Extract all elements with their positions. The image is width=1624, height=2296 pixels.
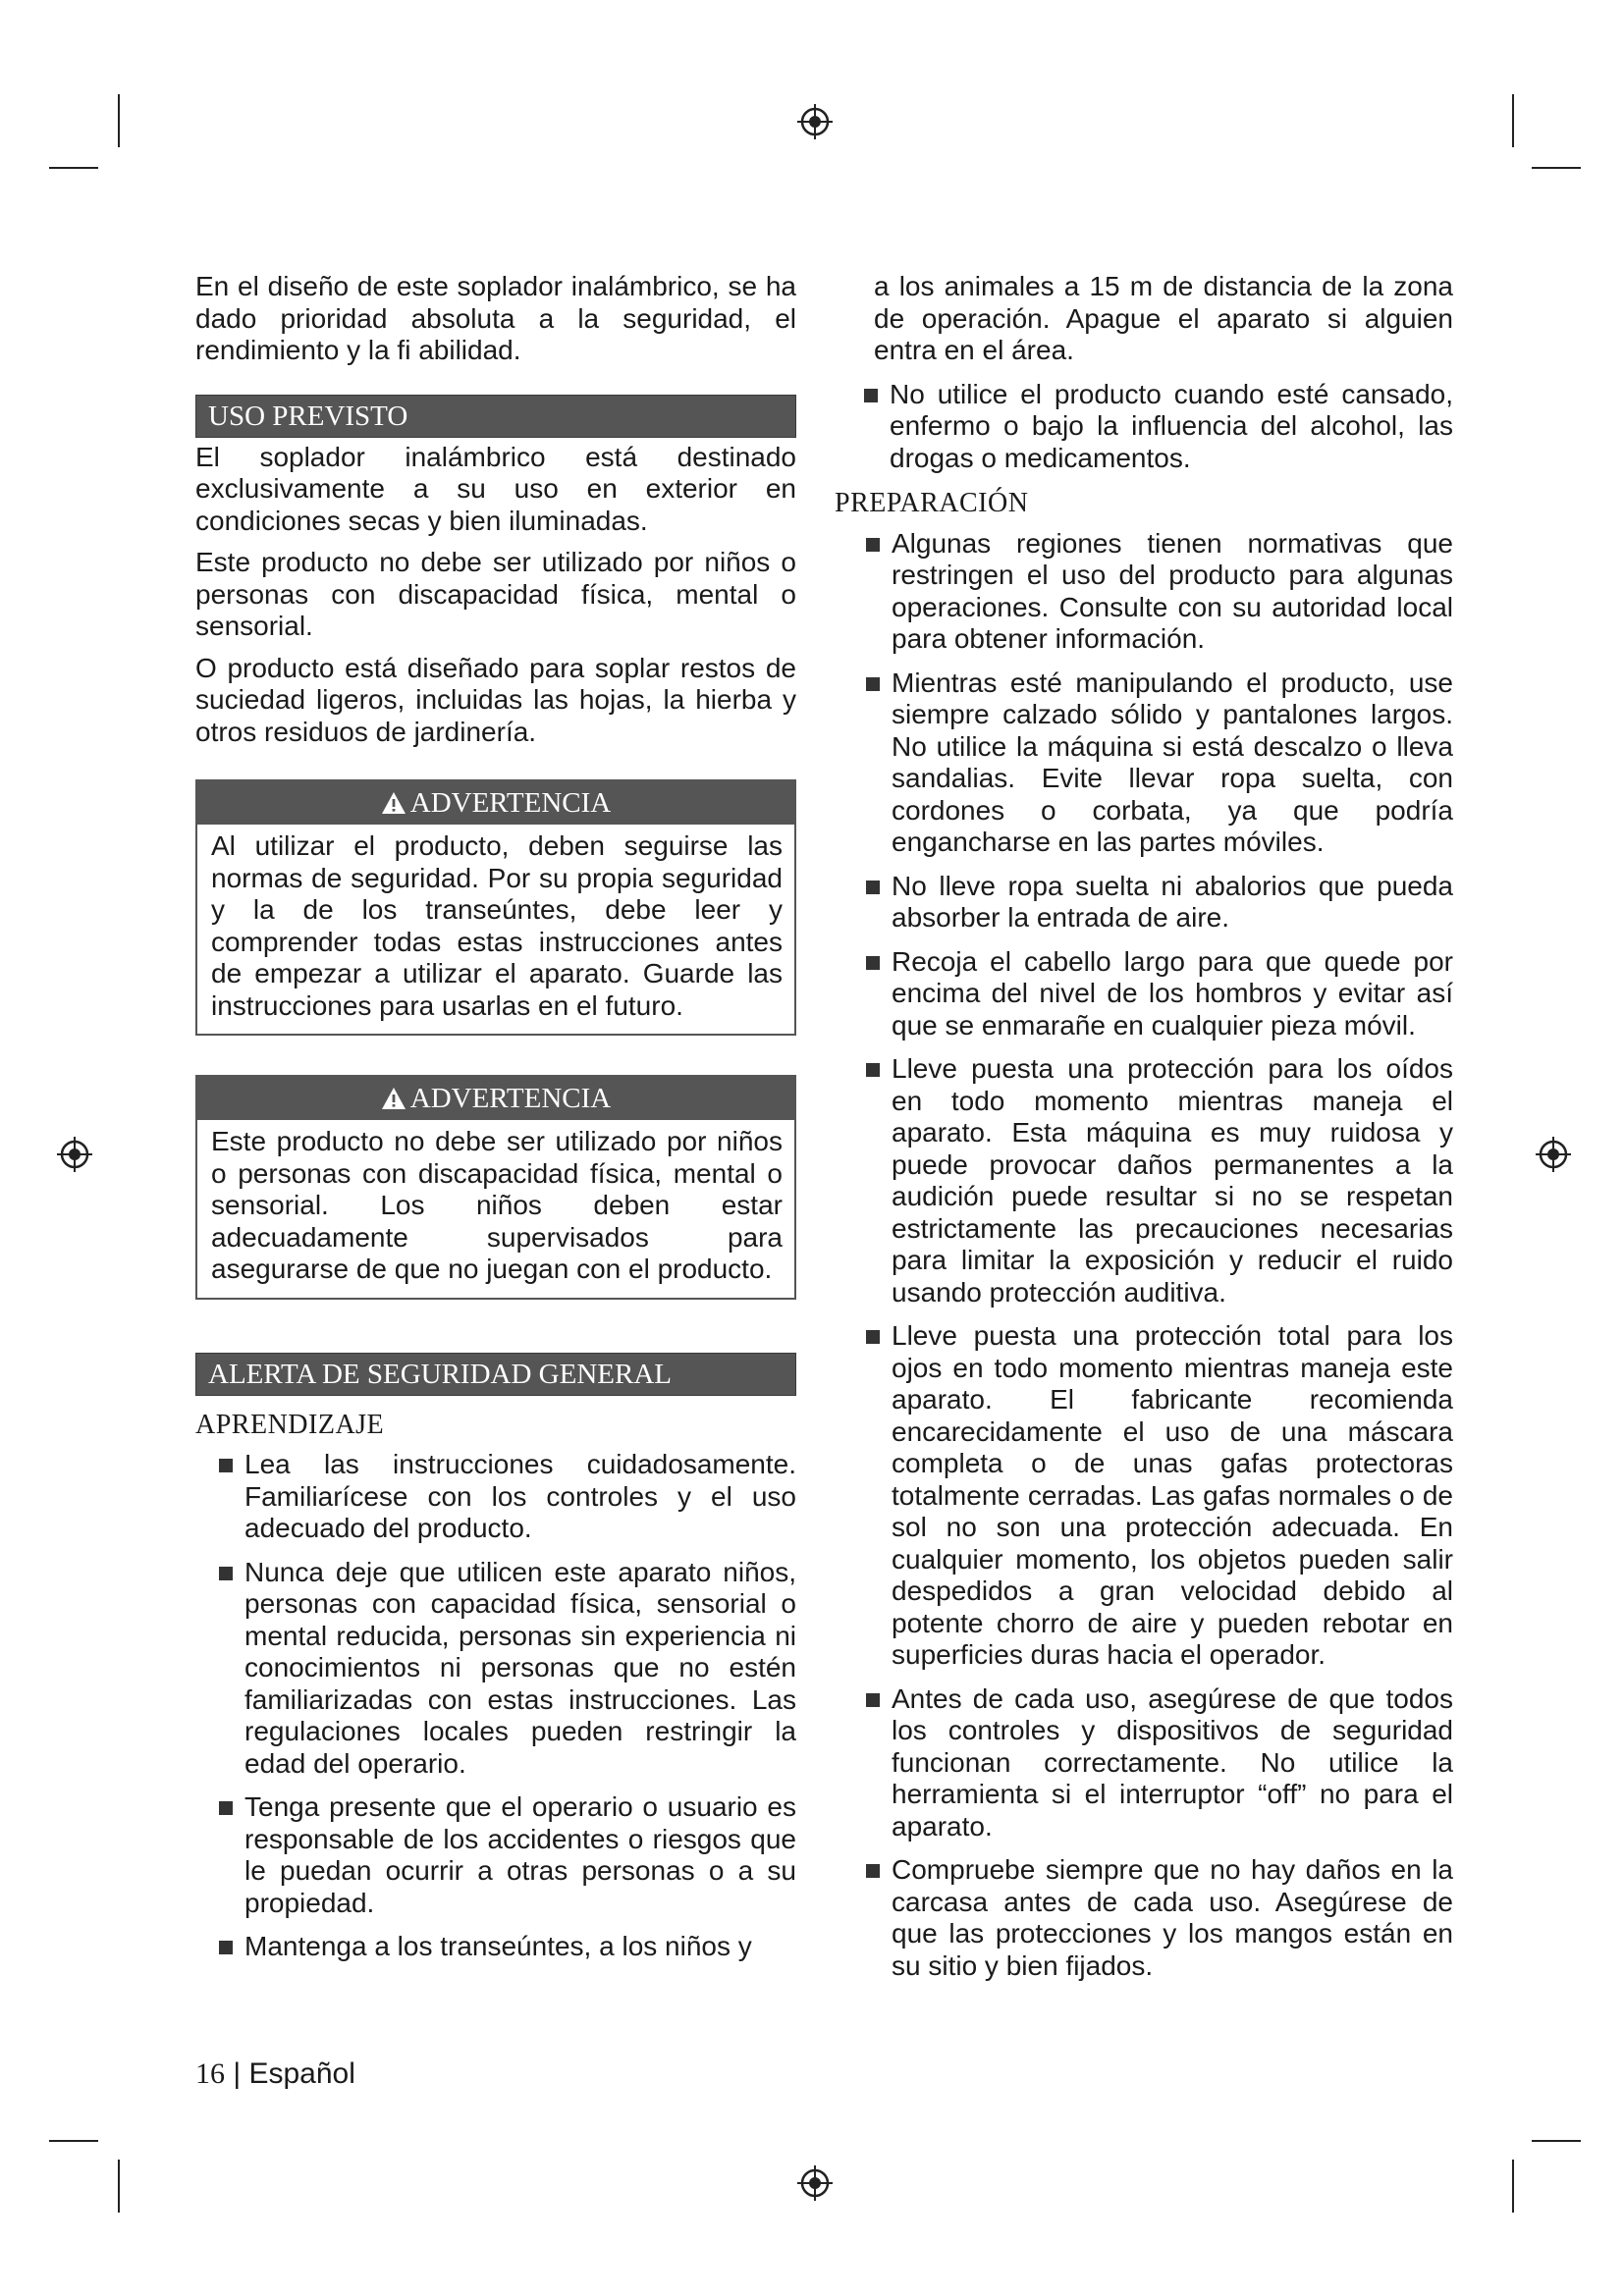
crop-mark [1512, 94, 1514, 147]
bullet-list [219, 1449, 796, 1963]
warning-box [195, 779, 796, 1036]
crop-mark [49, 2140, 98, 2142]
section-heading-uso-previsto: USO PREVISTO [195, 395, 796, 438]
crop-mark [1512, 2160, 1514, 2213]
warning-triangle-icon [381, 791, 406, 815]
list-item: No utilice el producto cuando esté cansado, enfermo o bajo la influencia del alcohol, las drogas o medicamentos. [864, 379, 1453, 475]
bullet-square-icon [866, 677, 880, 691]
bullet-square-icon [866, 881, 880, 894]
registration-mark-icon [795, 102, 835, 141]
warning-title: ADVERTENCIA [409, 787, 612, 819]
list-item: Nunca deje que utilicen este aparato niños, personas con capacidad física, sensorial o mental reducida, personas sin experiencia ni conocimientos ni personas que no estén familiarizadas con estas instrucciones. Las regulaciones locales pueden restringir la edad del operario. [219, 1557, 796, 1781]
page-footer [195, 2057, 355, 2091]
left-column [195, 271, 796, 1975]
bullet-square-icon [219, 1567, 233, 1580]
list-item: Algunas regiones tienen normativas que restringen el uso del producto para algunas operaciones. Consulte con su autoridad local para obtener información. [866, 528, 1453, 656]
crop-mark [49, 167, 98, 169]
bullet-list [866, 528, 1453, 1983]
warning-header [197, 1077, 794, 1120]
bullet-square-icon [864, 389, 878, 402]
registration-mark-icon [1534, 1135, 1573, 1174]
list-item: Antes de cada uso, asegúrese de que todos los controles y dispositivos de seguridad funcionan correctamente. No utilice la herramienta si el interruptor “off” no para el aparato. [866, 1683, 1453, 1843]
intro-paragraph: En el diseño de este soplador inalámbrico, se ha dado prioridad absoluta a la seguridad, el rendimiento y la fi abilidad. [195, 271, 796, 365]
list-item: Mantenga a los transeúntes, a los niños y [219, 1931, 796, 1963]
bullet-square-icon [866, 1864, 880, 1878]
crop-mark [1532, 2140, 1581, 2142]
list-item: Lleve puesta una protección total para los ojos en todo momento mientras maneja este aparato. El fabricante recomienda encarecidamente el uso de una máscara completa o de unas gafas protectoras totalmente cerradas. Las gafas normales o de sol no son una protección adecuada. En cualquier momento, los objetos pueden salir despedidos a gran velocidad debido al potente chorro de aire y pueden rebotar en superficies duras hacia el operador. [866, 1320, 1453, 1672]
warning-text: Al utilizar el producto, deben seguirse las normas de seguridad. Por su propia seguridad y la de los transeúntes, debe leer y comprender todas estas instrucciones antes de empezar a utilizar el aparato. Guarde las instrucciones para usarlas en el futuro. [211, 830, 783, 1021]
bullet-square-icon [866, 1693, 880, 1707]
bullet-square-icon [219, 1459, 233, 1472]
list-item: Recoja el cabello largo para que quede por encima del nivel de los hombros y evitar así que se enmarañe en cualquier pieza móvil. [866, 946, 1453, 1042]
page-number: 16 [195, 2057, 225, 2090]
list-item: Lleve puesta una protección para los oídos en todo momento mientras maneja el aparato. Esta máquina es muy ruidosa y puede provocar daños permanentes a la audición puede resultar si no se respetan estrictamente las precauciones necesarias para limitar la exposición y reducir el ruido usando protección auditiva. [866, 1053, 1453, 1308]
list-item: Tenga presente que el operario o usuario es responsable de los accidentes o riesgos que le puedan ocurrir a otras personas o a su propiedad. [219, 1791, 796, 1919]
bullet-square-icon [866, 1063, 880, 1077]
list-item: Mientras esté manipulando el producto, use siempre calzado sólido y pantalones largos. No utilice la máquina si está descalzo o lleva sandalias. Evite llevar ropa suelta, con cordones o corbata, ya que podría engancharse en las partes móviles. [866, 667, 1453, 859]
warning-triangle-icon [381, 1087, 406, 1110]
list-item: Lea las instrucciones cuidadosamente. Familiarícese con los controles y el uso adecuado del producto. [219, 1449, 796, 1545]
crop-mark [1532, 167, 1581, 169]
section-heading-alerta: ALERTA DE SEGURIDAD GENERAL [195, 1353, 796, 1396]
list-item: Compruebe siempre que no hay daños en la carcasa antes de cada uso. Asegúrese de que las protecciones y los mangos están en su sitio y bien fijados. [866, 1854, 1453, 1982]
warning-box [195, 1075, 796, 1300]
footer-separator: | [233, 2057, 242, 2090]
warning-text: Este producto no debe ser utilizado por niños o personas con discapacidad física, mental o sensorial. Los niños deben estar adecuadamente supervisados para asegurarse de que no juegan con el producto. [211, 1126, 783, 1284]
paragraph: Este producto no debe ser utilizado por niños o personas con discapacidad física, mental o sensorial. [195, 547, 796, 641]
paragraph: O producto está diseñado para soplar restos de suciedad ligeros, incluidas las hojas, la hierba y otros residuos de jardinería. [195, 652, 796, 747]
warning-header [197, 781, 794, 825]
warning-title: ADVERTENCIA [409, 1083, 612, 1114]
subheading-aprendizaje: APRENDIZAJE [195, 1409, 385, 1440]
subheading-preparacion: PREPARACIÓN [835, 488, 1029, 518]
bullet-square-icon [219, 1801, 233, 1815]
right-column [835, 271, 1453, 1994]
list-item: No lleve ropa suelta ni abalorios que pueda absorber la entrada de aire. [866, 871, 1453, 934]
continued-paragraph: a los animales a 15 m de distancia de la zona de operación. Apague el aparato si alguien entra en el área. [874, 271, 1453, 365]
registration-mark-icon [55, 1135, 94, 1174]
registration-mark-icon [795, 2163, 835, 2203]
crop-mark [118, 94, 120, 147]
footer-language: Español [248, 2057, 355, 2090]
bullet-square-icon [866, 1330, 880, 1344]
bullet-square-icon [866, 956, 880, 970]
bullet-list [864, 379, 1453, 475]
bullet-square-icon [219, 1941, 233, 1954]
bullet-square-icon [866, 538, 880, 552]
paragraph: El soplador inalámbrico está destinado exclusivamente a su uso en exterior en condiciones secas y bien iluminadas. [195, 441, 796, 536]
crop-mark [118, 2160, 120, 2213]
